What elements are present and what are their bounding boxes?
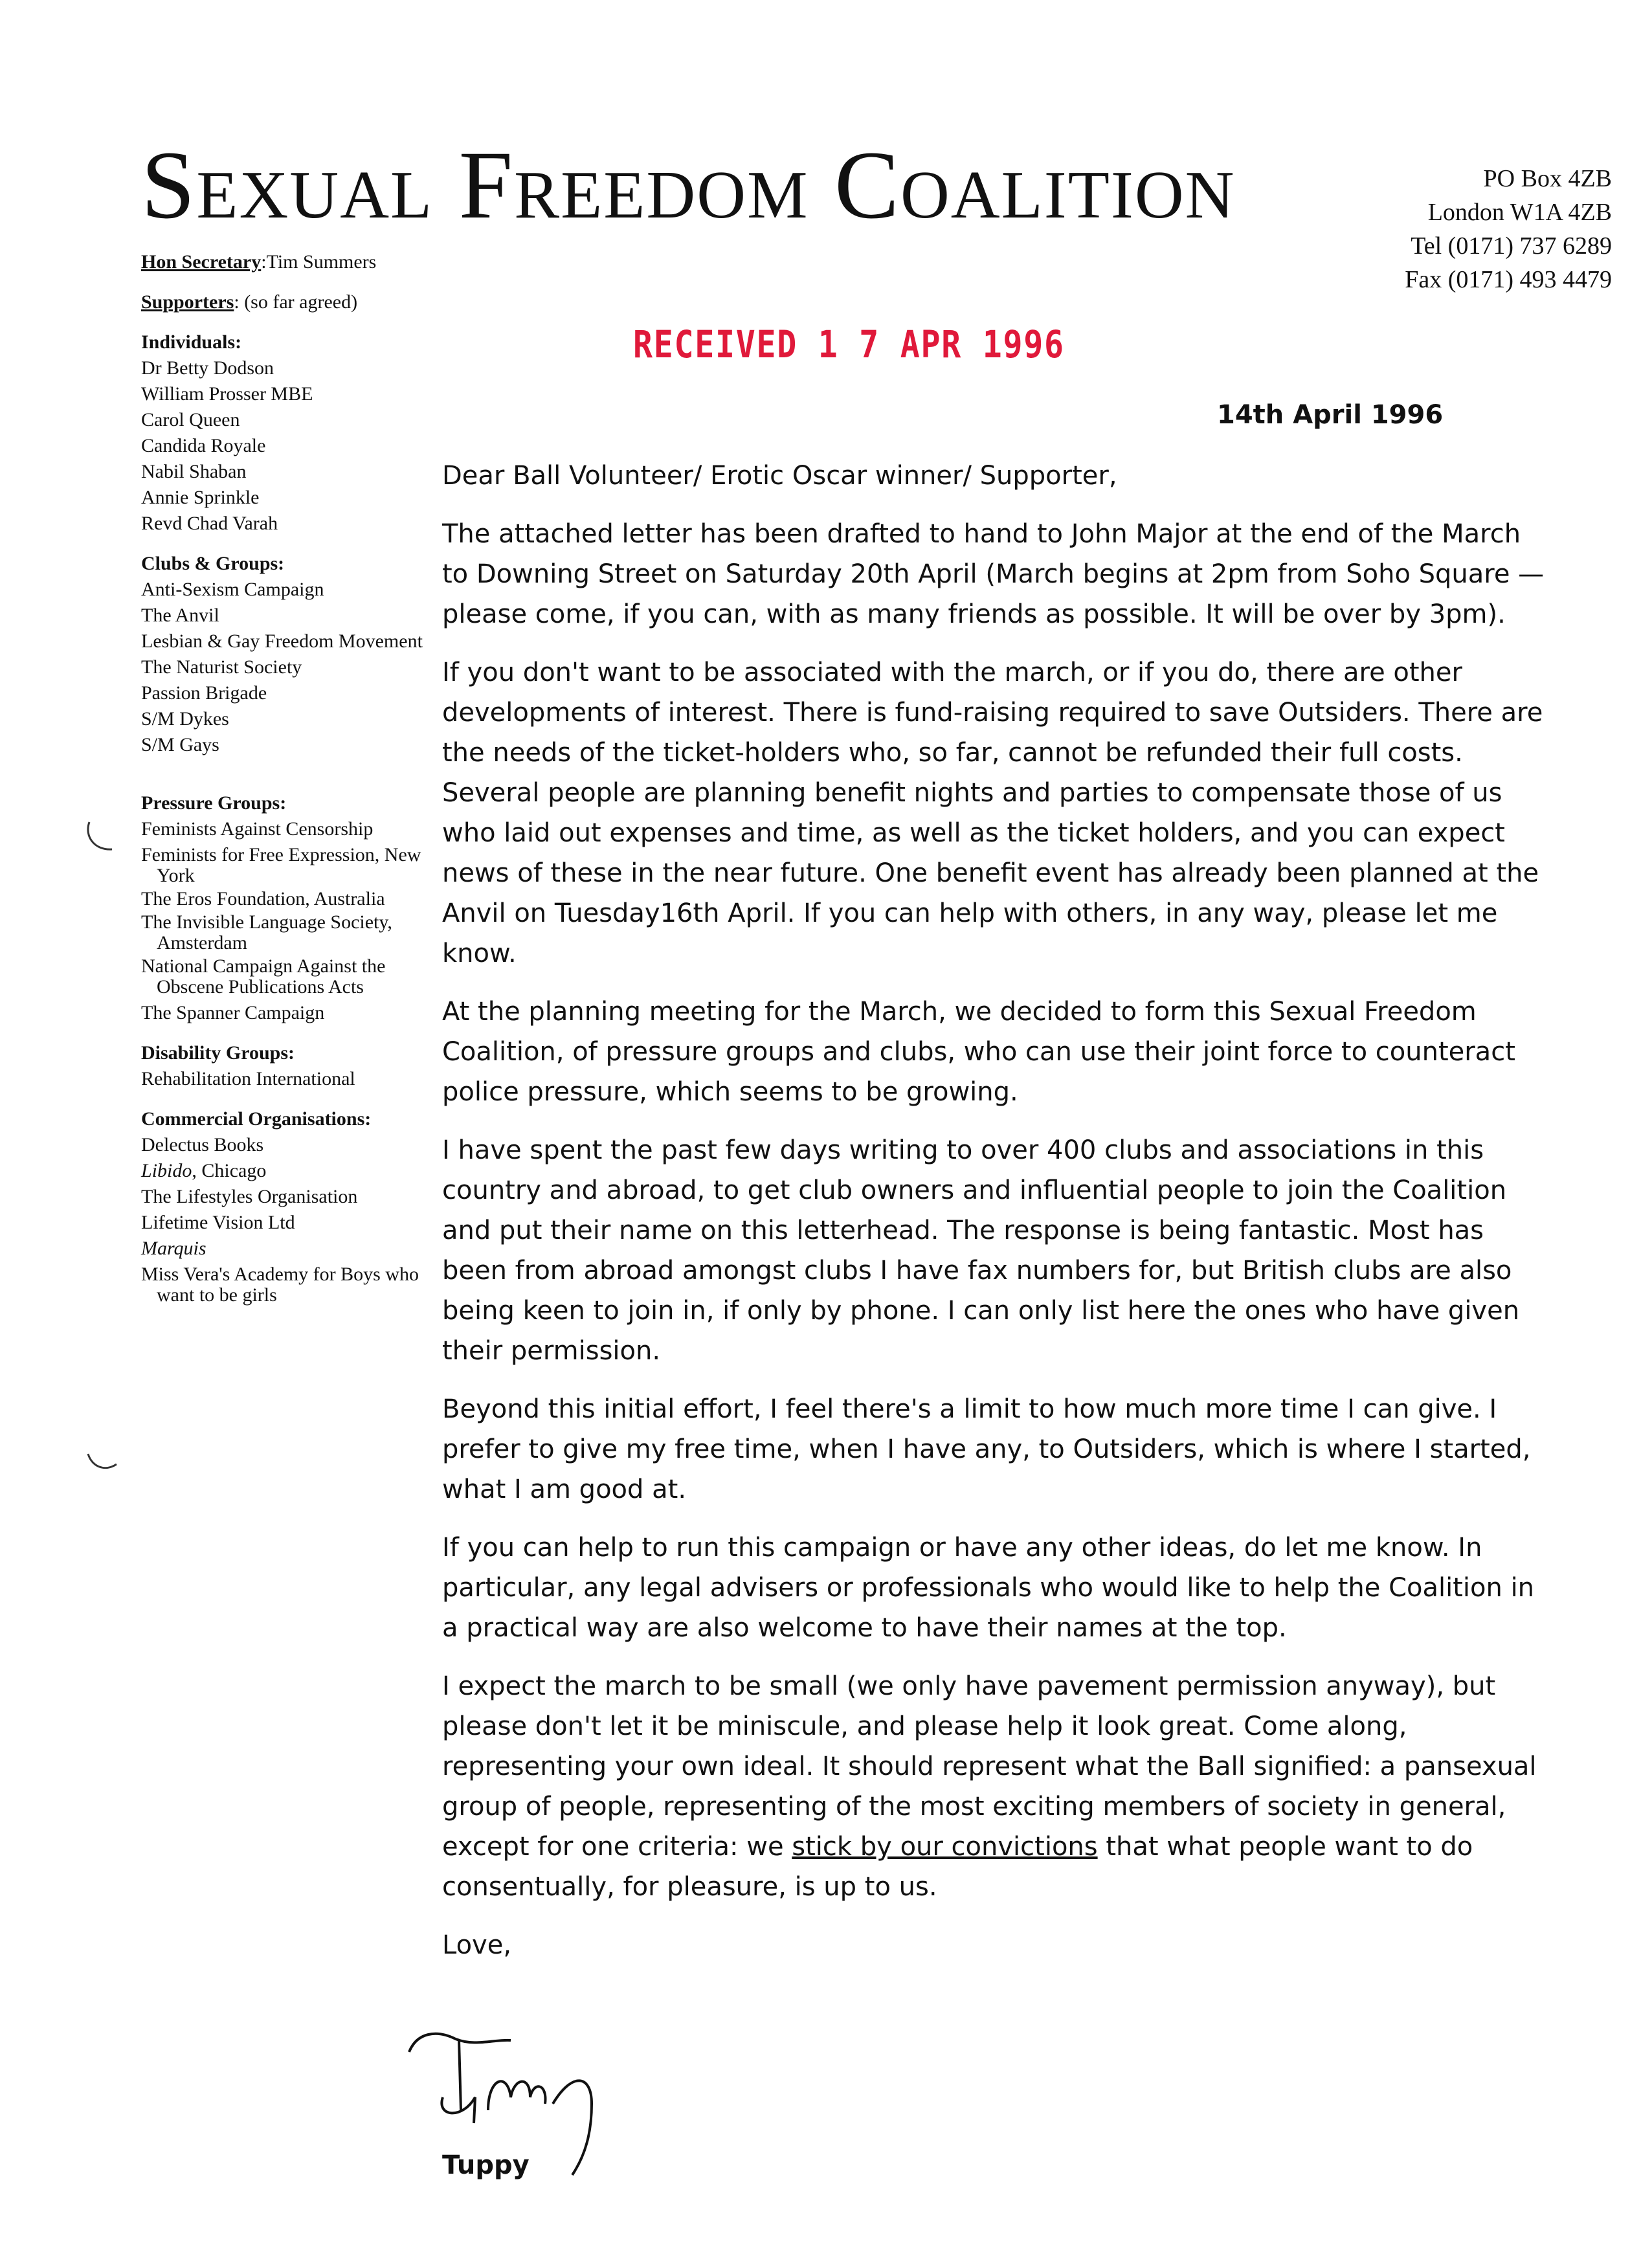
list-item: The Eros Foundation, Australia (141, 888, 385, 909)
supporters-line: Supporters: (so far agreed) (141, 291, 358, 313)
contact-address (1346, 162, 1612, 296)
list-item: Annie Sprinkle (141, 487, 260, 508)
list-item: The Lifestyles Organisation (141, 1186, 358, 1207)
list-item: Rehabilitation International (141, 1068, 355, 1089)
list-item: Candida Royale (141, 435, 266, 456)
section-individuals: Individuals: Dr Betty Dodson William Prosser MBE Carol Queen Candida Royale Nabil Shaban Annie Sprinkle Revd Chad Varah (141, 329, 426, 537)
list-item: The Invisible Language Society, Amsterdam (141, 911, 392, 953)
paragraph: I have spent the past few days writing to over 400 clubs and associations in this country and abroad, to get club owners and influential people to join the Coalition and put their name on this letterhead. The response is being fantastic. Most has been from abroad amongst clubs I have fax numbers for, but British clubs are also being keen to join in, if only by phone. I can only list here the ones who have given their permission. (442, 1135, 1520, 1366)
list-item: Feminists for Free Expression, New York (141, 844, 421, 886)
section-disability-groups: Disability Groups: Rehabilitation International (141, 1040, 426, 1092)
list-item: William Prosser MBE (141, 383, 313, 405)
paragraph: At the planning meeting for the March, we decided to form this Sexual Freedom Coalition, of pressure groups and clubs, who can use their joint force to counteract police pressure, which seems to be growing. (442, 997, 1515, 1107)
city-postcode: London W1A 4ZB (1427, 199, 1612, 226)
section-commercial: Commercial Organisations: Delectus Books Libido, Chicago The Lifestyles Organisation Lifetime Vision Ltd Marquis Miss Vera's Academy for Boys who want to be girls (141, 1106, 426, 1306)
letter-body (442, 456, 1550, 1983)
list-item: Libido, Chicago (141, 1160, 267, 1181)
list-item: Passion Brigade (141, 682, 267, 704)
paragraph: If you don't want to be associated with the march, or if you do, there are other developments of interest. There is fund-raising required to save Outsiders. There are the needs of the ticket-holders who, so far, cannot be refunded their full costs. Several people are planning benefit nights and parties to compensate those of us who laid out expenses and time, as well as the ticket holders, and you can expect news of these in the near future. One benefit event has already been planned at the Anvil on Tuesday16th April. If you can help with others, in any way, please let me know. (442, 658, 1543, 968)
list-item: Lifetime Vision Ltd (141, 1212, 295, 1233)
received-stamp: RECEIVED 1 7 APR 1996 (633, 322, 1065, 366)
paragraph: If you can help to run this campaign or have any other ideas, do let me know. In particular, any legal advisers or professionals who would like to help the Coalition in a practical way are also welcome to have their names at the top. (442, 1533, 1535, 1643)
fax: Fax (0171) 493 4479 (1405, 266, 1612, 293)
telephone: Tel (0171) 737 6289 (1411, 232, 1612, 260)
list-item: Marquis (141, 1238, 206, 1259)
letter-date: 14th April 1996 (1217, 400, 1444, 430)
closing: Love, (442, 1930, 512, 1960)
punch-hole-mark-top (83, 817, 122, 856)
salutation: Dear Ball Volunteer/ Erotic Oscar winner/ Supporter, (442, 461, 1117, 491)
punch-hole-mark-bottom (83, 1445, 122, 1484)
supporters-sidebar (141, 249, 426, 1308)
list-item: Lesbian & Gay Freedom Movement (141, 630, 423, 652)
list-item: Carol Queen (141, 409, 240, 430)
list-item: The Anvil (141, 605, 219, 626)
po-box: PO Box 4ZB (1483, 165, 1612, 192)
list-item: Nabil Shaban (141, 461, 247, 482)
paragraph: The attached letter has been drafted to hand to John Major at the end of the March to Downing Street on Saturday 20th April (March begins at 2pm from Soho Square — please come, if you can, with as many friends as possible. It will be over by 3pm). (442, 519, 1545, 629)
list-item: Dr Betty Dodson (141, 357, 274, 379)
section-clubs-groups: Clubs & Groups: Anti-Sexism Campaign The Anvil Lesbian & Gay Freedom Movement The Naturist Society Passion Brigade S/M Dykes S/M Gays (141, 551, 426, 758)
letterhead-title: Sexual Freedom Coalition (141, 131, 1236, 239)
section-pressure-groups: Pressure Groups: Feminists Against Censorship Feminists for Free Expression, New York The Eros Foundation, Australia The Invisible Language Society, Amsterdam National Campaign Against the Obscene Publications Acts The Spanner Campaign (141, 790, 426, 1026)
paragraph: I expect the march to be small (we only have pavement permission anyway), but please don't let it be miniscule, and please help it look great. Come along, representing your own ideal. It should represent what the Ball signified: a pansexual group of people, representing of the most exciting members of society in general, except for one criteria: we stick by our convictions that what people want to do consentually, for pleasure, is up to us. (442, 1671, 1537, 1902)
list-item: Revd Chad Varah (141, 513, 278, 534)
list-item: Miss Vera's Academy for Boys who want to be girls (141, 1264, 419, 1306)
underlined-phrase: stick by our convictions (792, 1832, 1098, 1862)
signer-name: Tuppy (442, 2150, 530, 2180)
paragraph: Beyond this initial effort, I feel there's a limit to how much more time I can give. I prefer to give my free time, when I have any, to Outsiders, which is where I started, what I am good at. (442, 1394, 1531, 1504)
hon-secretary: Hon Secretary:Tim Summers (141, 251, 377, 273)
list-item: Anti-Sexism Campaign (141, 579, 324, 600)
list-item: The Spanner Campaign (141, 1002, 325, 1023)
list-item: S/M Gays (141, 734, 219, 755)
list-item: Delectus Books (141, 1134, 264, 1155)
list-item: Feminists Against Censorship (141, 818, 374, 840)
list-item: National Campaign Against the Obscene Publications Acts (141, 955, 386, 998)
list-item: The Naturist Society (141, 656, 302, 678)
list-item: S/M Dykes (141, 708, 229, 730)
